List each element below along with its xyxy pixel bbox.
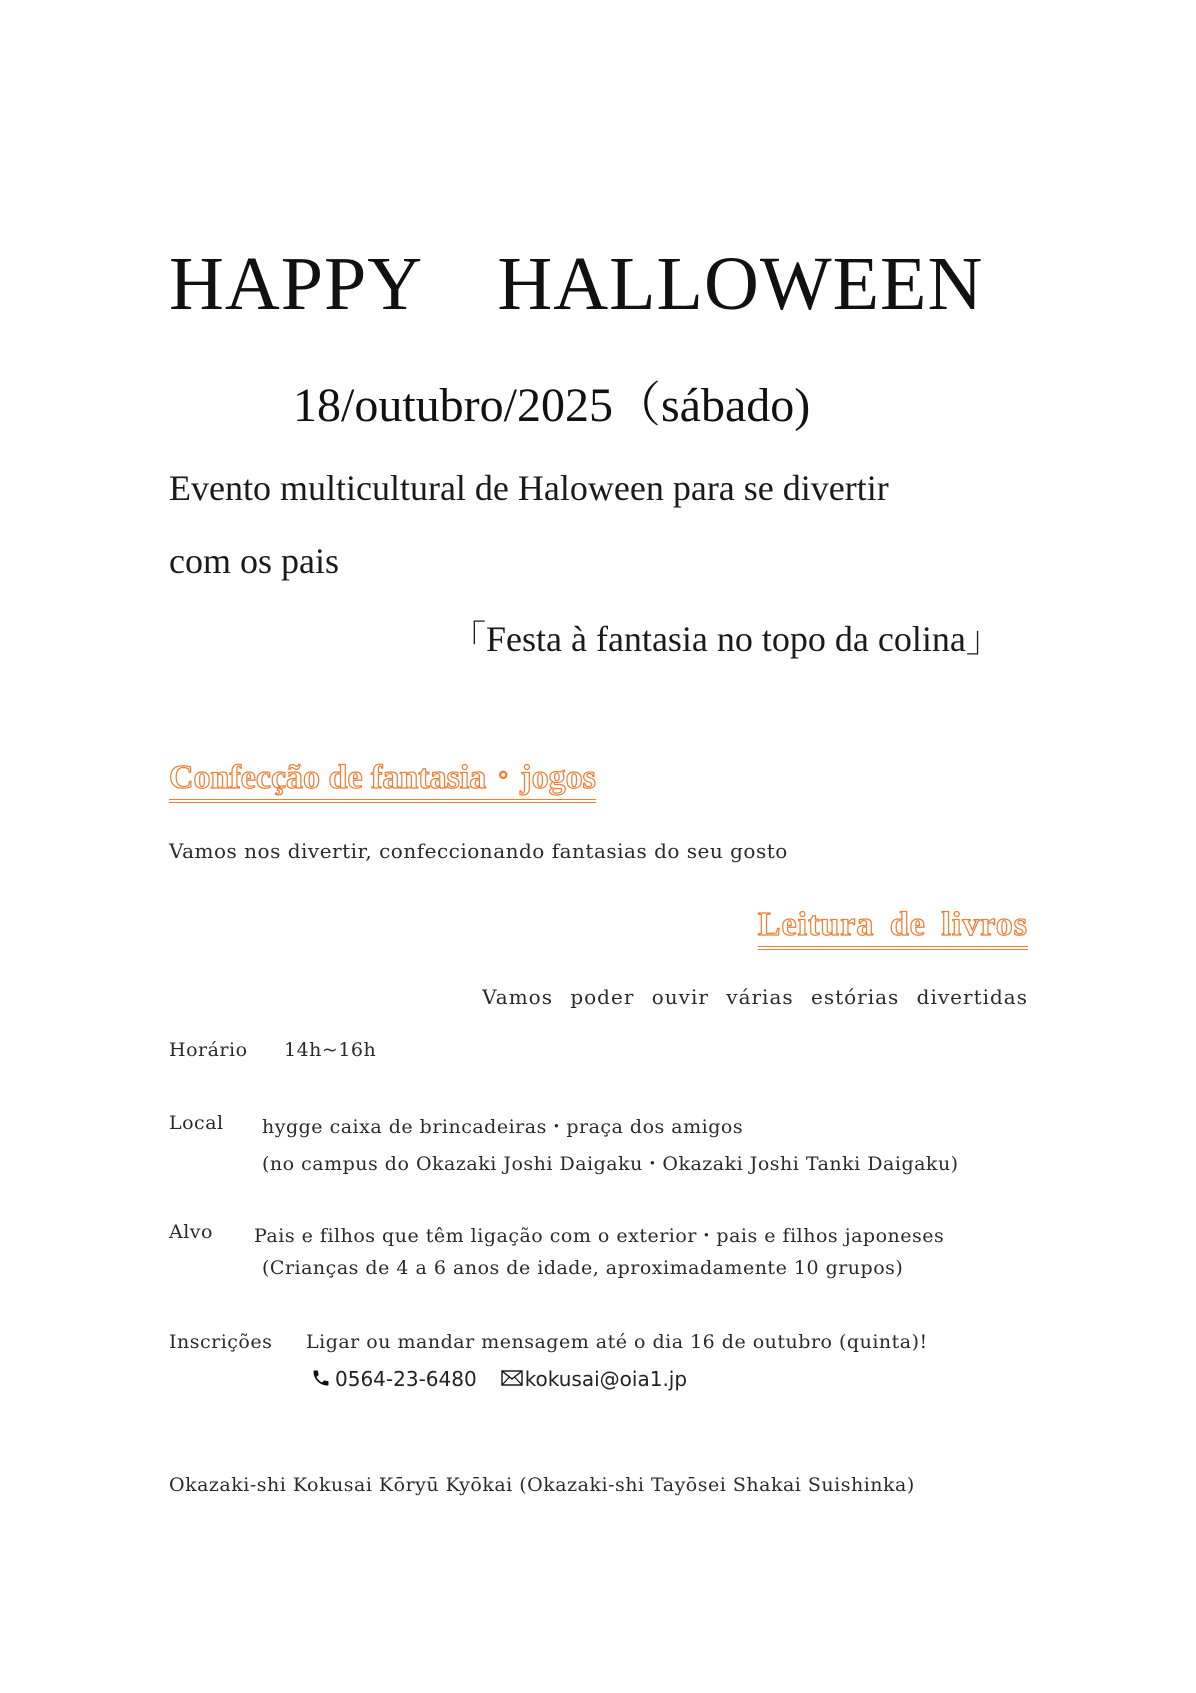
local-label: Local xyxy=(169,1112,224,1134)
local-value-line-1: hygge caixa de brincadeiras・praça dos amigos xyxy=(262,1116,744,1138)
mail-icon xyxy=(501,1369,523,1390)
section-desc-leitura: Vamos poder ouvir várias estórias divertidas xyxy=(482,985,1028,1009)
horario-value: 14h~16h xyxy=(284,1039,377,1061)
phone-number[interactable]: 0564-23-6480 xyxy=(335,1367,477,1391)
section-desc-fantasia: Vamos nos divertir, confeccionando fantasias do seu gosto xyxy=(169,839,788,863)
section-heading-leitura: Leitura de livros xyxy=(758,905,1028,950)
event-date: 18/outubro/2025（sábado) xyxy=(293,379,811,432)
inscricoes-value: Ligar ou mandar mensagem até o dia 16 de outubro (quinta)! xyxy=(306,1331,928,1353)
event-name: 「Festa à fantasia no topo da colina」 xyxy=(450,619,1002,659)
contact-row xyxy=(311,1367,687,1391)
organizer-footer: Okazaki-shi Kokusai Kōryū Kyōkai (Okazaki-shi Tayōsei Shakai Suishinka) xyxy=(169,1474,915,1496)
alvo-value-line-1: Pais e filhos que têm ligação com o exterior・pais e filhos japoneses xyxy=(254,1225,945,1247)
page-title: HAPPY HALLOWEEN xyxy=(169,242,984,326)
phone-icon xyxy=(311,1368,331,1391)
section-heading-fantasia: Confecção de fantasia・jogos xyxy=(169,758,596,803)
inscricoes-label: Inscrições xyxy=(169,1331,273,1353)
email-address[interactable]: kokusai@oia1.jp xyxy=(524,1367,688,1391)
local-value-line-2: (no campus do Okazaki Joshi Daigaku・Okazaki Joshi Tanki Daigaku) xyxy=(262,1153,959,1175)
intro-line-1: Evento multicultural de Haloween para se divertir xyxy=(169,468,889,508)
intro-line-2: com os pais xyxy=(169,541,339,581)
alvo-label: Alvo xyxy=(169,1221,213,1243)
alvo-value-line-2: (Crianças de 4 a 6 anos de idade, aproximadamente 10 grupos) xyxy=(262,1257,904,1279)
horario-label: Horário xyxy=(169,1039,248,1061)
